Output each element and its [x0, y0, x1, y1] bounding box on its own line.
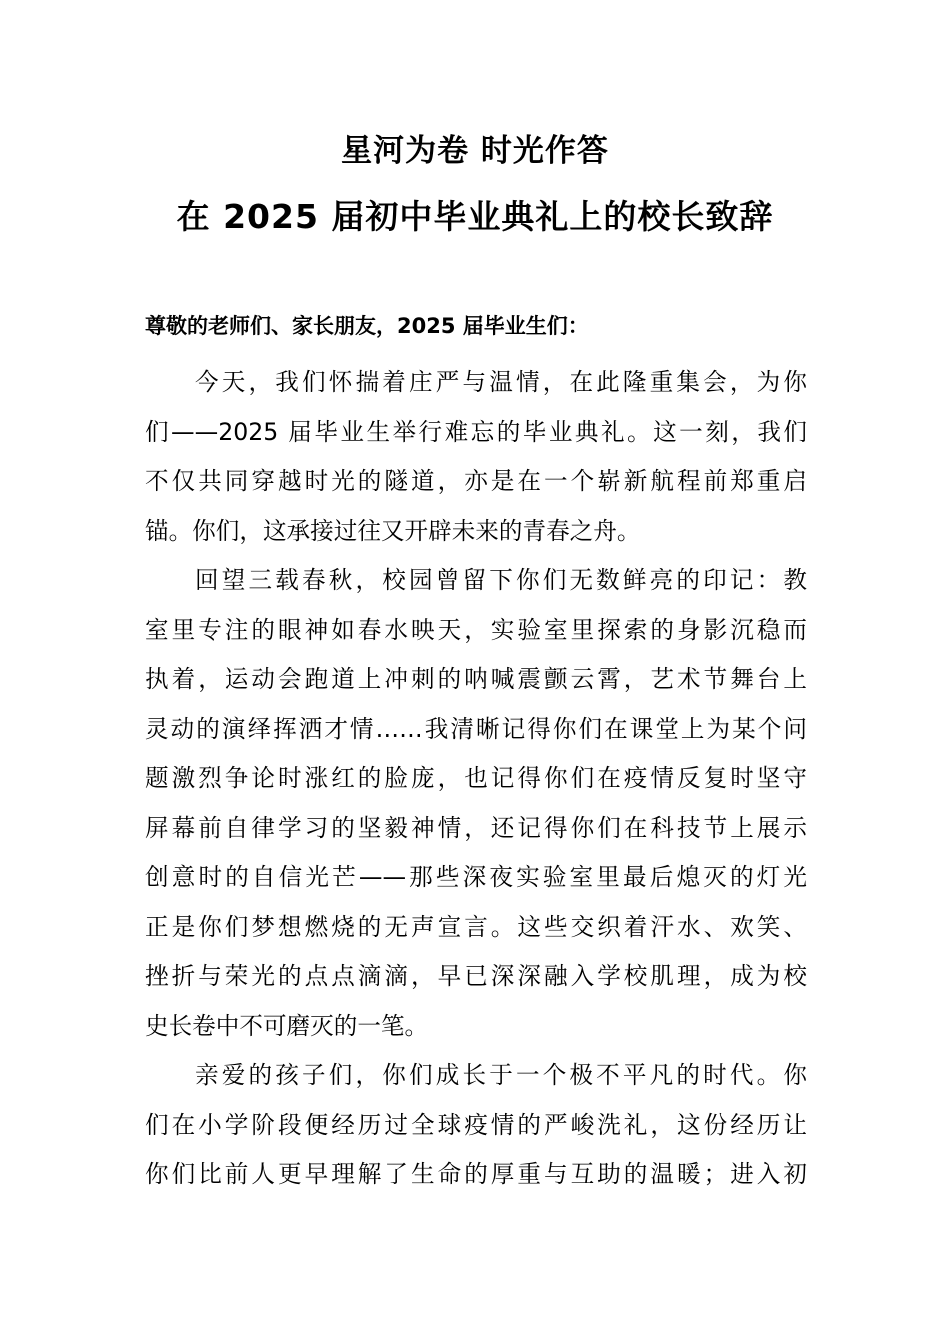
- paragraph: [145, 556, 807, 1051]
- paragraphs: [145, 358, 807, 1200]
- paragraph: [145, 358, 807, 556]
- paragraph-line: 回望三载春秋，校园曾留下你们无数鲜亮的印记：教: [195, 566, 807, 594]
- paragraph-line: 亲爱的孩子们，你们成长于一个极不平凡的时代。你: [195, 1061, 807, 1089]
- paragraph-line: 屏幕前自律学习的坚毅神情，还记得你们在科技节上展示: [145, 813, 807, 842]
- paragraph-line: 不仅共同穿越时光的隧道，亦是在一个崭新航程前郑重启: [145, 467, 807, 495]
- paragraph-line: 锚。你们，这承接过往又开辟未来的青春之舟。: [145, 516, 641, 545]
- title-block: [0, 128, 950, 242]
- paragraph-line: 正是你们梦想燃烧的无声宣言。这些交织着汗水、欢笑、: [145, 912, 807, 941]
- paragraph-line: 灵动的演绎挥洒才情……我清晰记得你们在课堂上为某个问: [145, 714, 807, 743]
- paragraph-line: 创意时的自信光芒——那些深夜实验室里最后熄灭的灯光: [145, 863, 807, 891]
- paragraph-line: 挫折与荣光的点点滴滴，早已深深融入学校肌理，成为校: [145, 962, 807, 990]
- paragraph-line: 你们比前人更早理解了生命的厚重与互助的温暖；进入初: [145, 1160, 807, 1188]
- document-title: 星河为卷 时光作答: [341, 133, 609, 169]
- document-body: [145, 308, 807, 1200]
- paragraph: [145, 1051, 807, 1200]
- salutation: 尊敬的老师们、家长朋友，2025 届毕业生们：: [145, 314, 589, 338]
- paragraph-line: 们在小学阶段便经历过全球疫情的严峻洗礼，这份经历让: [145, 1110, 807, 1139]
- paragraph-line: 执着，运动会跑道上冲刺的呐喊震颤云霄，艺术节舞台上: [145, 665, 807, 693]
- paragraph-line: 今天，我们怀揣着庄严与温情，在此隆重集会，为你: [195, 368, 807, 396]
- document-subtitle: 在 2025 届初中毕业典礼上的校长致辞: [176, 197, 774, 236]
- paragraph-line: 题激烈争论时涨红的脸庞，也记得你们在疫情反复时坚守: [145, 764, 807, 792]
- paragraph-line: 们——2025 届毕业生举行难忘的毕业典礼。这一刻，我们: [145, 417, 807, 446]
- paragraph-line: 史长卷中不可磨灭的一笔。: [145, 1011, 429, 1040]
- paragraph-line: 室里专注的眼神如春水映天，实验室里探索的身影沉稳而: [145, 615, 807, 644]
